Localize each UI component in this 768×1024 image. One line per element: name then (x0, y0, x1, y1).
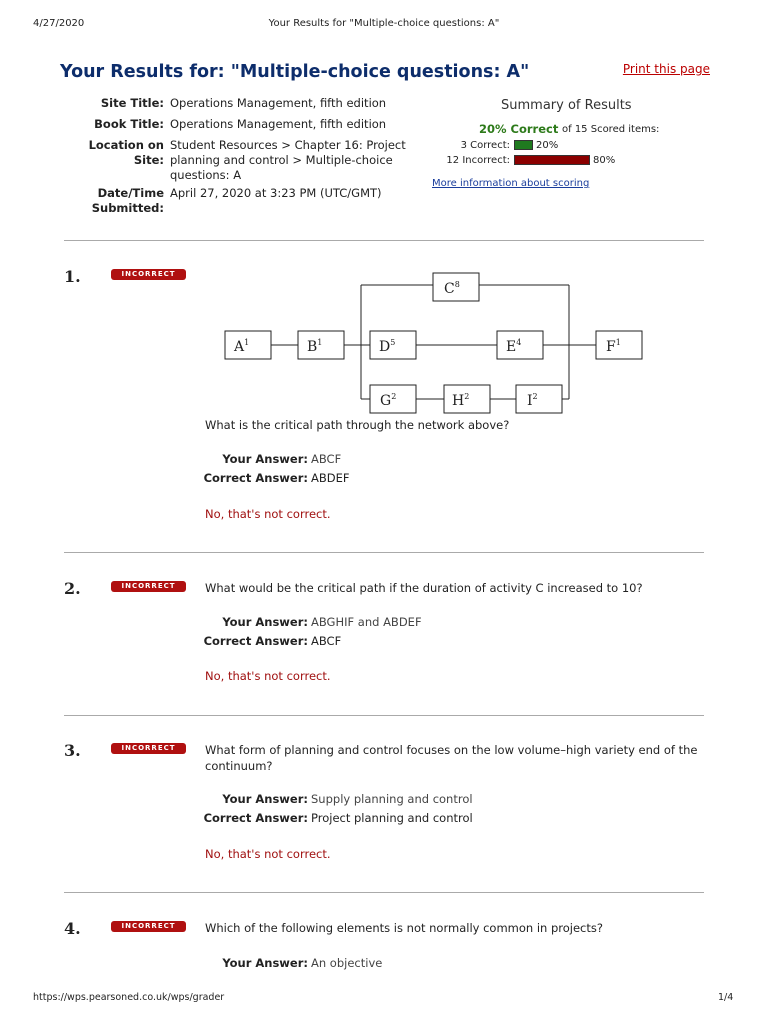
node-f: $F^1$ (606, 338, 621, 355)
print-header-title: Your Results for "Multiple-choice questions: A" (268, 18, 500, 29)
book-title-key: Book Title: (94, 117, 164, 131)
scoring-info-link[interactable]: More information about scoring (432, 178, 590, 189)
incorrect-bar (514, 155, 590, 165)
print-footer-url: https://wps.pearsoned.co.uk/wps/grader (33, 992, 225, 1003)
your-answer-value: ABCF (311, 452, 342, 466)
feedback-text: No, that's not correct. (205, 669, 331, 683)
question-text: Which of the following elements is not normally common in projects? (205, 921, 603, 935)
node-i-box (516, 385, 562, 413)
your-answer-label: Your Answer: (222, 452, 308, 466)
question-text (205, 742, 705, 774)
print-date: 4/27/2020 (33, 18, 85, 29)
incorrect-badge: INCORRECT (111, 269, 186, 280)
correct-answer-label: Correct Answer: (203, 471, 308, 485)
incorrect-count-label: 12 Incorrect: (446, 155, 510, 166)
divider (64, 715, 704, 716)
correct-bar (514, 140, 533, 150)
correct-percent: 20% (536, 140, 559, 151)
node-i: $I^2$ (527, 392, 538, 409)
node-h: $H^2$ (452, 392, 470, 409)
page-title: Your Results for: "Multiple-choice questions: A" (60, 62, 530, 82)
node-g: $G^2$ (380, 392, 397, 409)
question-number: 4. (64, 919, 81, 938)
divider (64, 240, 704, 241)
divider (64, 892, 704, 893)
location-key-1: Location on (88, 138, 164, 152)
activity-network-diagram (215, 265, 645, 417)
your-answer-value: Supply planning and control (311, 792, 473, 806)
question-text-line-1: What form of planning and control focuses on the low volume–high variety end of the (205, 743, 698, 757)
correct-answer-label: Correct Answer: (203, 811, 308, 825)
question-text-line-2: continuum? (205, 759, 273, 773)
incorrect-badge: INCORRECT (111, 581, 186, 592)
node-b: $B^1$ (307, 338, 323, 355)
question-text: What is the critical path through the network above? (205, 418, 510, 432)
correct-answer-value: Project planning and control (311, 811, 473, 825)
correct-answer-value: ABDEF (311, 471, 350, 485)
node-e: $E^4$ (506, 338, 522, 355)
submitted-key-1: Date/Time (97, 186, 164, 200)
question-number: 2. (64, 579, 81, 598)
feedback-text: No, that's not correct. (205, 507, 331, 521)
print-footer-page: 1/4 (718, 992, 734, 1003)
your-answer-label: Your Answer: (222, 792, 308, 806)
correct-answer-value: ABCF (311, 634, 342, 648)
summary-scored-items: of 15 Scored items: (562, 124, 660, 135)
divider (64, 552, 704, 553)
submitted-key-2: Submitted: (91, 201, 164, 215)
your-answer-value: ABGHIF and ABDEF (311, 615, 422, 629)
question-number: 1. (64, 267, 81, 286)
site-title-value: Operations Management, fifth edition (170, 96, 387, 110)
location-value-2: planning and control > Multiple-choice (170, 153, 393, 167)
question-text: What would be the critical path if the duration of activity C increased to 10? (205, 581, 643, 595)
node-c: $C^8$ (444, 280, 460, 297)
incorrect-badge: INCORRECT (111, 743, 186, 754)
correct-count-label: 3 Correct: (460, 140, 510, 151)
your-answer-label: Your Answer: (222, 615, 308, 629)
submitted-value: April 27, 2020 at 3:23 PM (UTC/GMT) (170, 186, 382, 200)
feedback-text: No, that's not correct. (205, 847, 331, 861)
correct-answer-label: Correct Answer: (203, 634, 308, 648)
your-answer-value: An objective (311, 956, 383, 970)
location-value-1: Student Resources > Chapter 16: Project (170, 138, 406, 152)
print-page-link[interactable]: Print this page (622, 62, 710, 76)
incorrect-badge: INCORRECT (111, 921, 186, 932)
node-d: $D^5$ (379, 338, 396, 355)
your-answer-label: Your Answer: (222, 956, 308, 970)
book-title-value: Operations Management, fifth edition (170, 117, 387, 131)
site-title-key: Site Title: (100, 96, 164, 110)
incorrect-percent: 80% (593, 155, 616, 166)
summary-heading: Summary of Results (501, 98, 632, 113)
location-key-2: Site: (133, 153, 164, 167)
location-value-3: questions: A (170, 168, 242, 182)
node-a: $A^1$ (234, 338, 250, 355)
question-number: 3. (64, 741, 81, 760)
summary-percent: 20% Correct (479, 122, 559, 136)
